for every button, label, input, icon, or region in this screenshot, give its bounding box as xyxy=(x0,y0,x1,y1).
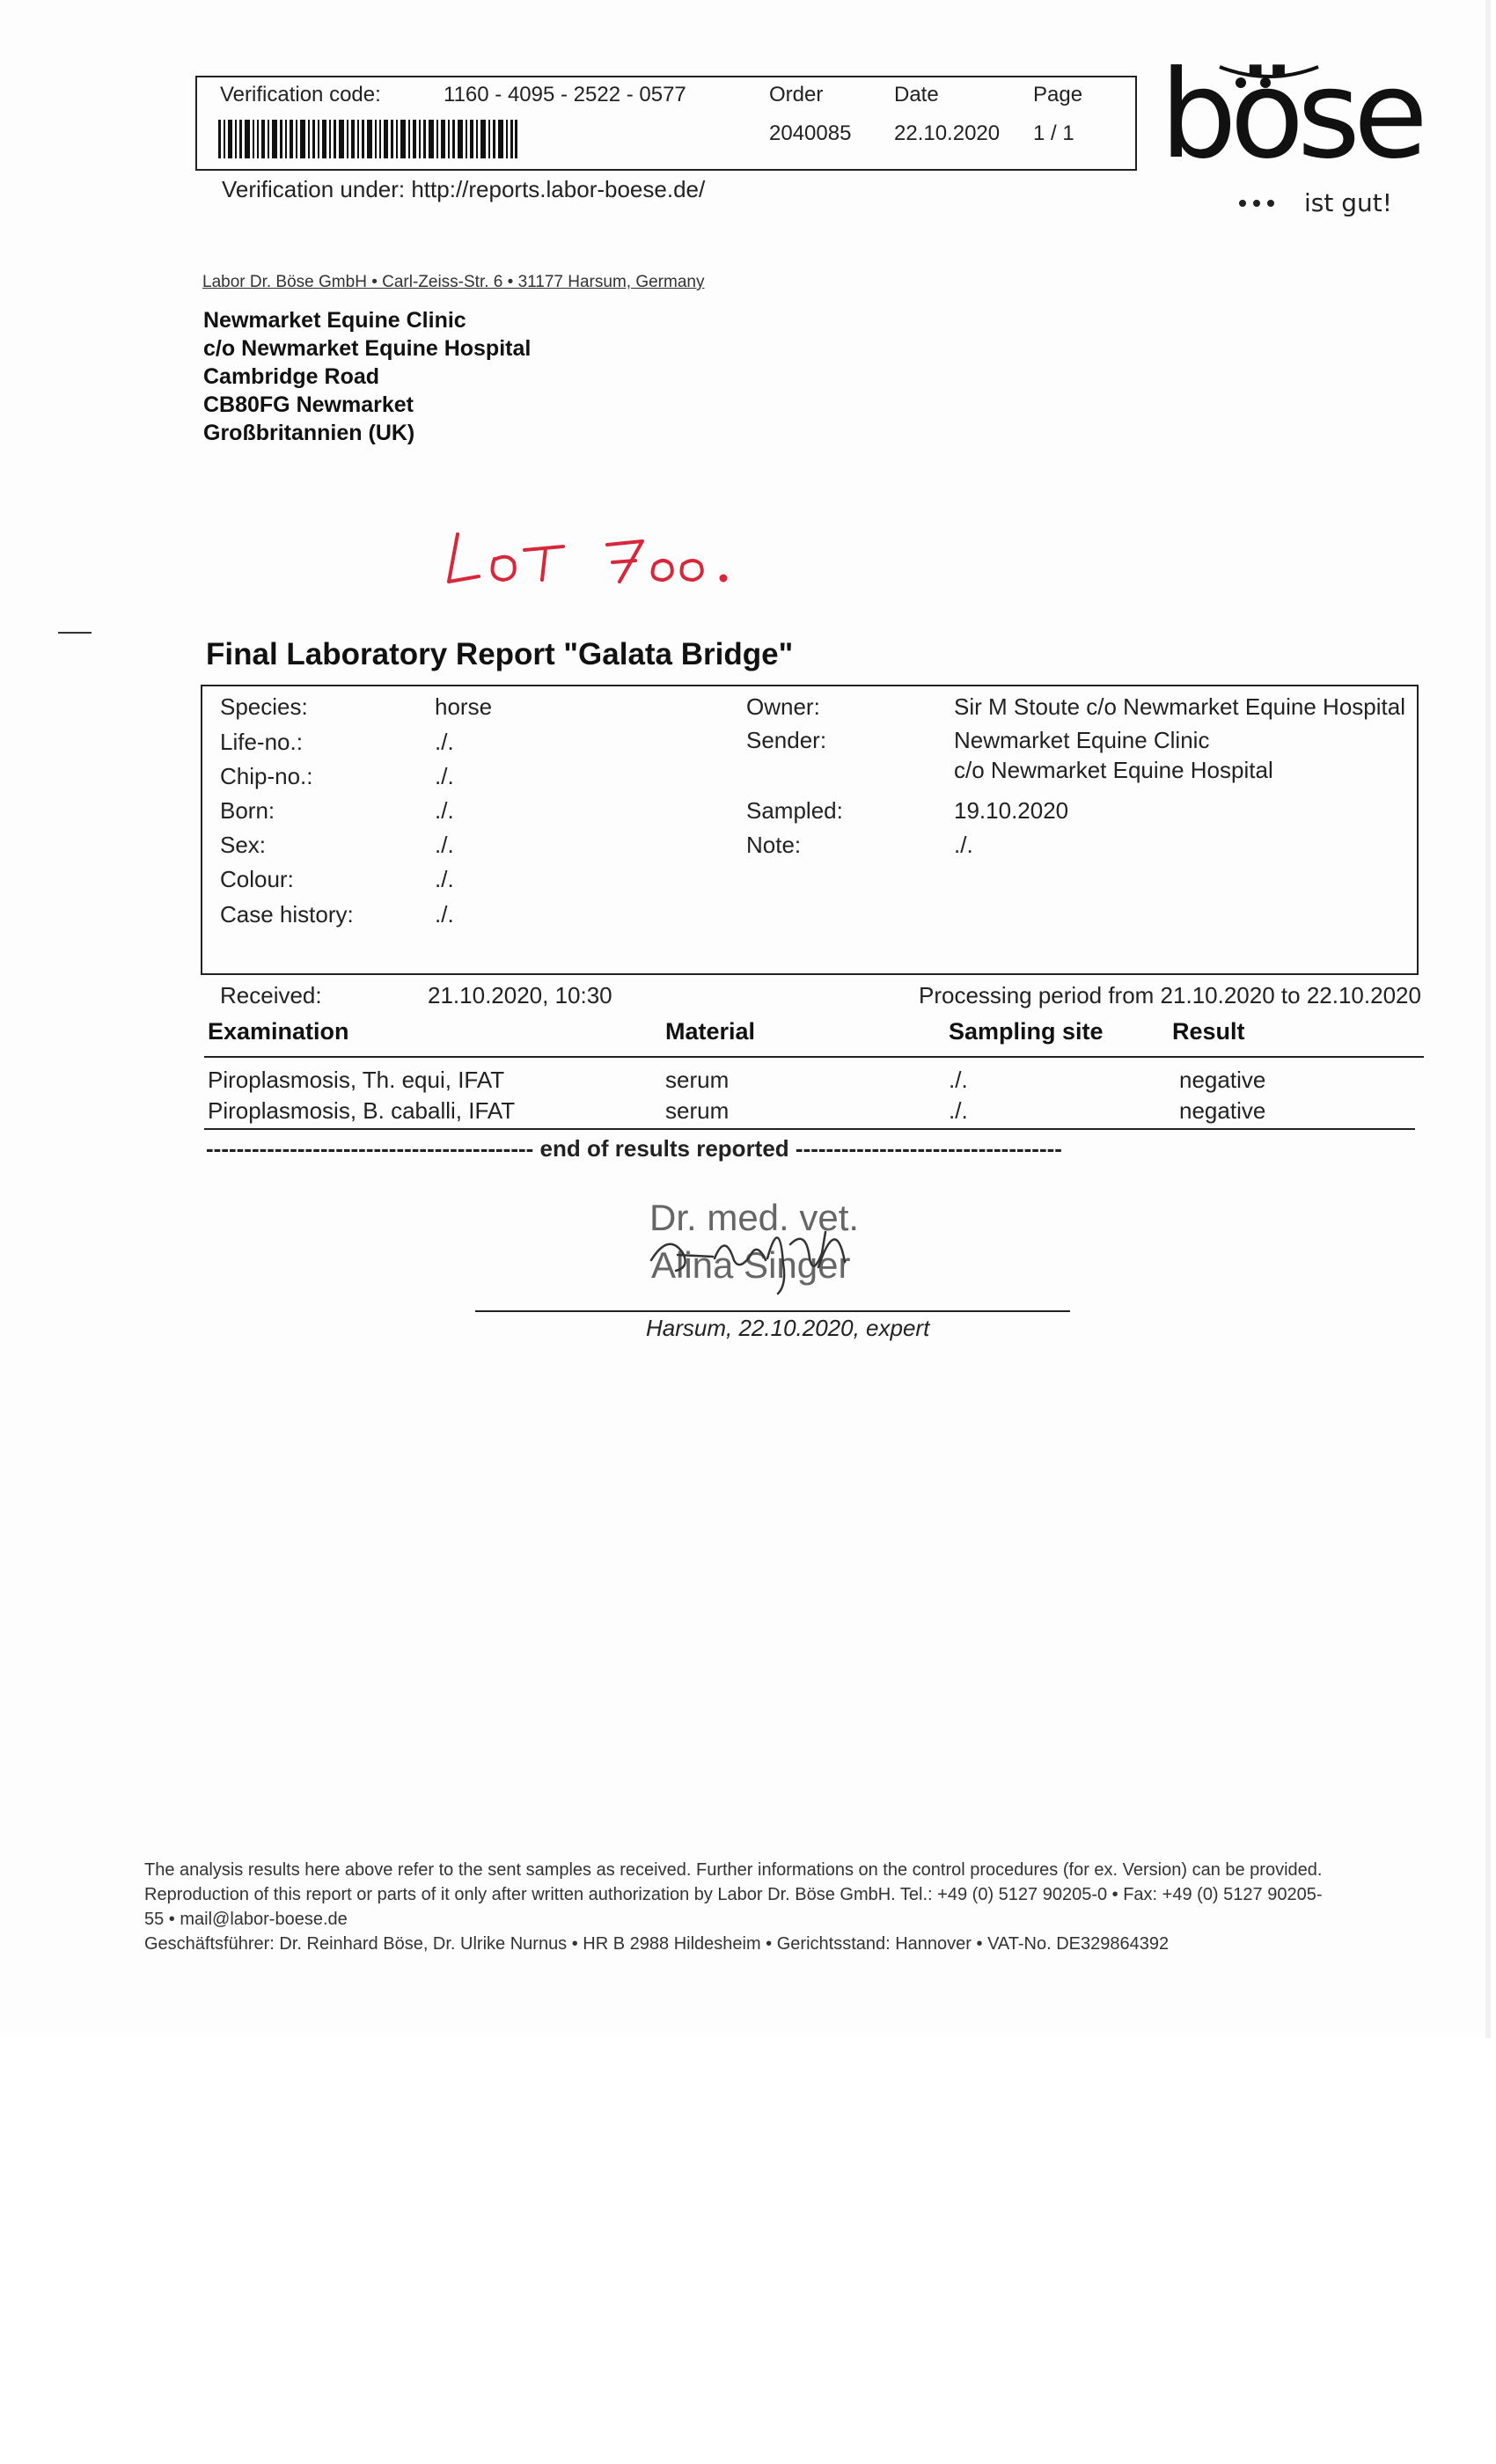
received-label: Received: xyxy=(220,982,322,1008)
barcode-icon xyxy=(218,120,517,158)
handwritten-signature xyxy=(634,1179,915,1302)
recipient-address xyxy=(203,306,531,447)
result-row-1-examination: Piroplasmosis, Th. equi, IFAT xyxy=(208,1067,505,1093)
order-value: 2040085 xyxy=(769,121,852,145)
case-history-label: Case history: xyxy=(220,901,354,928)
sampled-label: Sampled: xyxy=(746,797,843,824)
colour-label: Colour: xyxy=(220,866,294,892)
result-row-2-material: serum xyxy=(665,1097,730,1124)
handwritten-lot-note xyxy=(440,524,739,594)
species-label: Species: xyxy=(220,693,308,720)
owner-label: Owner: xyxy=(746,693,820,720)
col-header-material: Material xyxy=(665,1018,756,1045)
order-label: Order xyxy=(769,83,824,106)
footer-line-2: Reproduction of this report or parts of it only after written authorization by Labor Dr. Böse GmbH. Tel.: +49 (0) 5127 90205-0 • Fax: +49 (0) 5127 90205- xyxy=(144,1885,1323,1904)
logo-slogan: ist gut! xyxy=(1304,188,1392,217)
chip-no-value: ./. xyxy=(435,763,454,789)
slogan-dot-2 xyxy=(1253,200,1260,207)
signature-line xyxy=(475,1310,1070,1312)
footer-line-3: 55 • mail@labor-boese.de xyxy=(144,1910,348,1929)
note-value: ./. xyxy=(954,832,973,858)
sender-value-line1: Newmarket Equine Clinic xyxy=(954,727,1210,753)
sex-label: Sex: xyxy=(220,832,267,858)
signature-caption: Harsum, 22.10.2020, expert xyxy=(646,1315,930,1341)
sampled-value: 19.10.2020 xyxy=(954,797,1069,824)
colour-value: ./. xyxy=(435,866,454,892)
owner-value: Sir M Stoute c/o Newmarket Equine Hospital xyxy=(954,693,1405,720)
recipient-line: Cambridge Road xyxy=(203,364,380,389)
col-header-result: Result xyxy=(1172,1018,1245,1045)
case-history-value: ./. xyxy=(435,901,454,928)
life-no-label: Life-no.: xyxy=(220,729,303,755)
date-label: Date xyxy=(894,83,939,106)
signatory-title: Dr. med. vet. xyxy=(649,1197,860,1238)
recipient-line: CB80FG Newmarket xyxy=(203,392,414,417)
report-title: Final Laboratory Report "Galata Bridge" xyxy=(206,637,794,671)
date-value: 22.10.2020 xyxy=(894,121,1001,145)
page-label: Page xyxy=(1033,83,1083,106)
species-value: horse xyxy=(435,693,493,720)
verification-url: Verification under: http://reports.labor-boese.de/ xyxy=(222,176,706,202)
note-label: Note: xyxy=(746,832,802,858)
born-value: ./. xyxy=(435,797,454,824)
end-of-results: ------------------------------------------- end of results reported ----------------------------------- xyxy=(206,1135,1062,1162)
fold-mark xyxy=(58,632,92,634)
processing-period: Processing period from 21.10.2020 to 22.10.2020 xyxy=(919,982,1421,1008)
result-row-2-result: negative xyxy=(1179,1097,1266,1124)
sender-value-line2: c/o Newmarket Equine Hospital xyxy=(954,757,1273,783)
recipient-line: Großbritannien (UK) xyxy=(203,421,415,445)
result-row-1-result: negative xyxy=(1179,1067,1266,1093)
sex-value: ./. xyxy=(435,832,454,858)
page-value: 1 / 1 xyxy=(1033,121,1074,145)
result-row-1-site: ./. xyxy=(949,1067,968,1093)
col-header-sampling-site: Sampling site xyxy=(949,1018,1104,1045)
received-value: 21.10.2020, 10:30 xyxy=(428,982,612,1008)
table-bottom-rule xyxy=(204,1128,1415,1130)
chip-no-label: Chip-no.: xyxy=(220,763,313,789)
recipient-line: c/o Newmarket Equine Hospital xyxy=(203,336,532,361)
result-row-1-material: serum xyxy=(665,1067,730,1093)
slogan-dot-3 xyxy=(1267,200,1274,207)
signatory-name: Alina Singer xyxy=(651,1244,851,1286)
result-row-2-site: ./. xyxy=(949,1097,968,1124)
recipient-line: Newmarket Equine Clinic xyxy=(203,308,466,333)
life-no-value: ./. xyxy=(435,729,454,755)
verification-code: 1160 - 4095 - 2522 - 0577 xyxy=(444,83,686,106)
born-label: Born: xyxy=(220,797,275,824)
footer-line-4: Geschäftsführer: Dr. Reinhard Böse, Dr. Ulrike Nurnus • HR B 2988 Hildesheim • Gerichtsstand: Hannover • VAT-No. DE329864392 xyxy=(144,1934,1170,1954)
footer-line-1: The analysis results here above refer to the sent samples as received. Further informations on the control procedures (for ex. Version) can be provided. xyxy=(144,1860,1323,1880)
lab-logo: böse xyxy=(1160,44,1421,186)
lab-sender-line: Labor Dr. Böse GmbH • Carl-Zeiss-Str. 6 • 31177 Harsum, Germany xyxy=(202,273,705,291)
verification-label: Verification code: xyxy=(220,83,381,106)
table-header-rule xyxy=(204,1056,1424,1058)
slogan-dot-1 xyxy=(1239,200,1246,207)
result-row-2-examination: Piroplasmosis, B. caballi, IFAT xyxy=(208,1097,516,1124)
col-header-examination: Examination xyxy=(208,1018,349,1045)
sender-label: Sender: xyxy=(746,727,827,753)
